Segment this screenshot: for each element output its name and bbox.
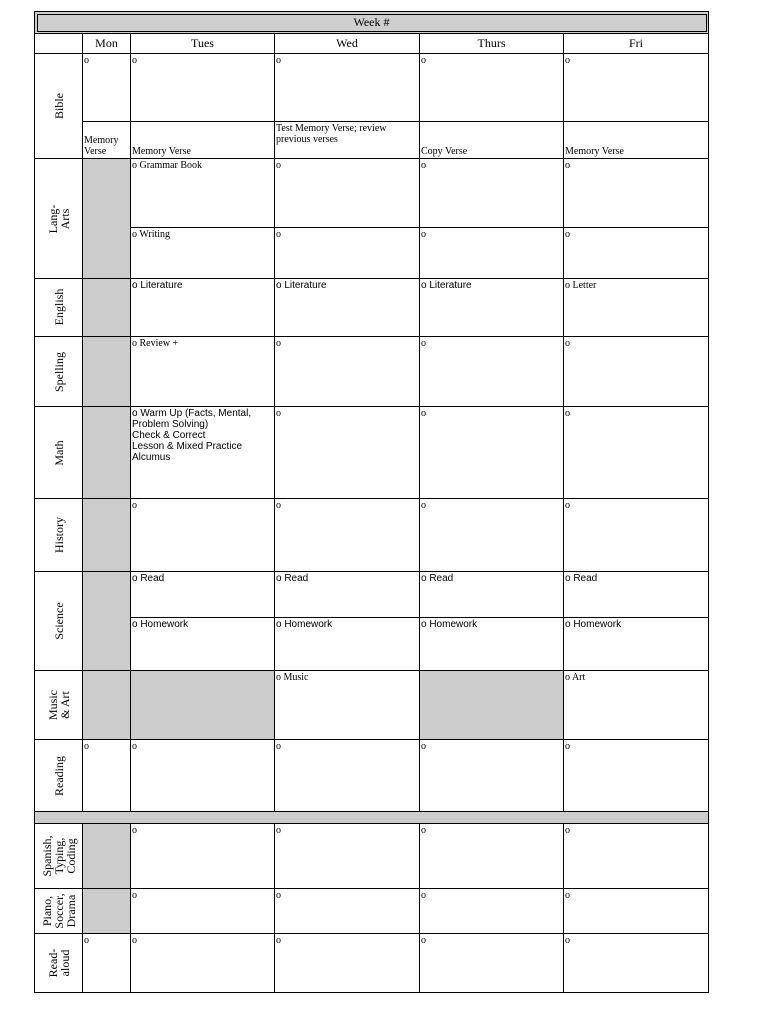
spelling-mon-blocked <box>83 336 131 406</box>
science-read-wed[interactable] <box>275 571 420 617</box>
science-homework-tues[interactable] <box>131 617 275 670</box>
cell-text: o Writing <box>132 228 171 240</box>
lang-arts-mon-blocked <box>83 159 131 278</box>
lang-arts-grammar-thurs[interactable] <box>420 159 564 227</box>
cell-text: o Letter <box>565 279 597 291</box>
science-homework-wed[interactable] <box>275 617 420 670</box>
cell-text: o Homework <box>276 618 333 630</box>
math-tues[interactable] <box>131 407 275 499</box>
cell-text: o <box>132 500 137 512</box>
history-fri[interactable] <box>564 499 709 571</box>
cell-text: o <box>421 55 426 67</box>
cell-text: o Read <box>132 572 165 584</box>
day-header-wed: Wed <box>275 34 420 54</box>
reading-wed[interactable] <box>275 740 420 812</box>
bible-memory-tues[interactable] <box>131 122 275 159</box>
cell-text: o <box>132 825 137 837</box>
cell-text: o <box>421 337 426 349</box>
cell-text: o Read <box>421 572 454 584</box>
subject-spanish-typing-coding <box>35 824 83 888</box>
subject-label: Math <box>51 440 66 466</box>
lang-arts-writing-tues[interactable] <box>131 227 275 278</box>
cell-text: o <box>276 337 281 349</box>
subject-label: Bible <box>51 93 66 120</box>
cell-text: o Read <box>276 572 309 584</box>
bible-tues[interactable] <box>131 54 275 122</box>
spelling-wed[interactable] <box>275 336 420 406</box>
cell-text: o Warm Up (Facts, Mental, Problem Solving) Check & Correct Lesson & Mixed Practice Alcumus <box>132 408 252 464</box>
spanish-thurs[interactable] <box>420 824 564 888</box>
spelling-tues[interactable] <box>131 336 275 406</box>
music-art-thurs-blocked <box>420 670 564 739</box>
spelling-thurs[interactable] <box>420 336 564 406</box>
cell-text: o <box>421 889 426 901</box>
bible-memory-fri[interactable] <box>564 122 709 159</box>
subject-bible <box>35 54 83 159</box>
cell-text: o <box>421 741 426 753</box>
cell-text: o <box>132 55 137 67</box>
subject-label: History <box>51 517 66 554</box>
cell-text: o Review + <box>132 337 179 349</box>
subject-music-art <box>35 670 83 739</box>
music-art-wed[interactable] <box>275 670 420 739</box>
cell-text: Copy Verse <box>421 146 468 158</box>
history-mon-blocked <box>83 499 131 571</box>
weekly-planner-table <box>34 11 709 993</box>
spelling-fri[interactable] <box>564 336 709 406</box>
corner-cell <box>35 34 83 54</box>
cell-text: o <box>421 408 426 420</box>
readaloud-wed[interactable] <box>275 933 420 992</box>
subject-label: Read- aloud <box>45 948 72 978</box>
cell-text: o <box>565 741 570 753</box>
english-thurs[interactable] <box>420 278 564 336</box>
math-fri[interactable] <box>564 407 709 499</box>
cell-text: o <box>132 934 137 946</box>
cell-text: o <box>421 228 426 240</box>
cell-text: o Grammar Book <box>132 160 202 172</box>
cell-text: o <box>276 500 281 512</box>
bible-thurs[interactable] <box>420 54 564 122</box>
cell-text: Memory Verse <box>132 146 191 158</box>
cell-text: o Art <box>565 671 586 683</box>
spanish-tues[interactable] <box>131 824 275 888</box>
cell-text: o <box>565 408 570 420</box>
math-thurs[interactable] <box>420 407 564 499</box>
day-header-mon: Mon <box>83 34 131 54</box>
lang-arts-grammar-fri[interactable] <box>564 159 709 227</box>
english-fri[interactable] <box>564 278 709 336</box>
history-tues[interactable] <box>131 499 275 571</box>
piano-mon-blocked <box>83 888 131 933</box>
music-art-tues-blocked <box>131 670 275 739</box>
cell-text: Memory Verse <box>84 135 119 158</box>
subject-label: English <box>51 289 66 326</box>
cell-text: o <box>84 934 89 946</box>
subject-piano-soccer-drama <box>35 888 83 933</box>
subject-history <box>35 499 83 571</box>
cell-text: o Literature <box>132 279 183 291</box>
cell-text: o <box>84 741 89 753</box>
cell-text: o Homework <box>565 618 622 630</box>
cell-text: o <box>565 337 570 349</box>
science-read-thurs[interactable] <box>420 571 564 617</box>
cell-text: o <box>421 500 426 512</box>
spanish-fri[interactable] <box>564 824 709 888</box>
subject-label: Lang- Arts <box>45 204 72 233</box>
readaloud-mon[interactable] <box>83 933 131 992</box>
history-wed[interactable] <box>275 499 420 571</box>
lang-arts-grammar-wed[interactable] <box>275 159 420 227</box>
science-homework-thurs[interactable] <box>420 617 564 670</box>
lang-arts-writing-fri[interactable] <box>564 227 709 278</box>
subject-english <box>35 278 83 336</box>
cell-text: o <box>276 934 281 946</box>
piano-thurs[interactable] <box>420 888 564 933</box>
cell-text: o <box>276 228 281 240</box>
subject-reading <box>35 740 83 812</box>
cell-text: o <box>565 889 570 901</box>
cell-text: o <box>276 889 281 901</box>
day-header-fri: Fri <box>564 34 709 54</box>
cell-text: o <box>565 500 570 512</box>
bible-memory-wed[interactable] <box>275 122 420 159</box>
science-read-fri[interactable] <box>564 571 709 617</box>
bible-mon[interactable] <box>83 54 131 122</box>
cell-text: o Literature <box>421 279 472 291</box>
section-divider <box>35 812 709 824</box>
cell-text: o <box>276 160 281 172</box>
readaloud-thurs[interactable] <box>420 933 564 992</box>
subject-label: Piano, Soccer, Drama <box>39 893 78 929</box>
day-header-thurs: Thurs <box>420 34 564 54</box>
reading-fri[interactable] <box>564 740 709 812</box>
bible-memory-mon[interactable] <box>83 122 131 159</box>
lang-arts-writing-wed[interactable] <box>275 227 420 278</box>
cell-text: o Read <box>565 572 598 584</box>
cell-text: o <box>276 55 281 67</box>
subject-label: Spelling <box>51 351 66 392</box>
piano-fri[interactable] <box>564 888 709 933</box>
math-wed[interactable] <box>275 407 420 499</box>
cell-text: o <box>421 825 426 837</box>
cell-text: o <box>132 889 137 901</box>
reading-thurs[interactable] <box>420 740 564 812</box>
bible-fri[interactable] <box>564 54 709 122</box>
subject-label: Science <box>51 602 66 640</box>
cell-text: o <box>421 160 426 172</box>
english-mon-blocked <box>83 278 131 336</box>
piano-tues[interactable] <box>131 888 275 933</box>
english-tues[interactable] <box>131 278 275 336</box>
science-homework-fri[interactable] <box>564 617 709 670</box>
subject-label: Spanish, Typing, Coding <box>39 835 78 877</box>
cell-text: Test Memory Verse; review previous verses <box>276 123 387 146</box>
cell-text: o <box>565 228 570 240</box>
history-thurs[interactable] <box>420 499 564 571</box>
cell-text: o <box>565 160 570 172</box>
english-wed[interactable] <box>275 278 420 336</box>
subject-science <box>35 571 83 670</box>
cell-text: o <box>421 934 426 946</box>
piano-wed[interactable] <box>275 888 420 933</box>
subject-lang-arts <box>35 159 83 278</box>
bible-wed[interactable] <box>275 54 420 122</box>
bible-memory-thurs[interactable] <box>420 122 564 159</box>
science-mon-blocked <box>83 571 131 670</box>
day-header-tues: Tues <box>131 34 275 54</box>
subject-math <box>35 407 83 499</box>
cell-text: o <box>132 741 137 753</box>
cell-text: o Music <box>276 671 309 683</box>
cell-text: o <box>84 55 89 67</box>
cell-text: o <box>565 825 570 837</box>
spanish-wed[interactable] <box>275 824 420 888</box>
science-read-tues[interactable] <box>131 571 275 617</box>
subject-label: Music & Art <box>45 690 72 721</box>
reading-tues[interactable] <box>131 740 275 812</box>
cell-text: o <box>565 934 570 946</box>
reading-mon[interactable] <box>83 740 131 812</box>
cell-text: o <box>565 55 570 67</box>
cell-text: o <box>276 408 281 420</box>
music-art-mon-blocked <box>83 670 131 739</box>
cell-text: o Literature <box>276 279 327 291</box>
subject-spelling <box>35 336 83 406</box>
spanish-mon-blocked <box>83 824 131 888</box>
lang-arts-writing-thurs[interactable] <box>420 227 564 278</box>
readaloud-fri[interactable] <box>564 933 709 992</box>
cell-text: o Homework <box>132 618 189 630</box>
math-mon-blocked <box>83 407 131 499</box>
readaloud-tues[interactable] <box>131 933 275 992</box>
cell-text: o <box>276 825 281 837</box>
cell-text: o Homework <box>421 618 478 630</box>
cell-text: o <box>276 741 281 753</box>
week-title[interactable]: Week # <box>35 12 709 34</box>
music-art-fri[interactable] <box>564 670 709 739</box>
subject-read-aloud <box>35 933 83 992</box>
cell-text: Memory Verse <box>565 146 624 158</box>
lang-arts-grammar-tues[interactable] <box>131 159 275 227</box>
subject-label: Reading <box>51 755 66 796</box>
